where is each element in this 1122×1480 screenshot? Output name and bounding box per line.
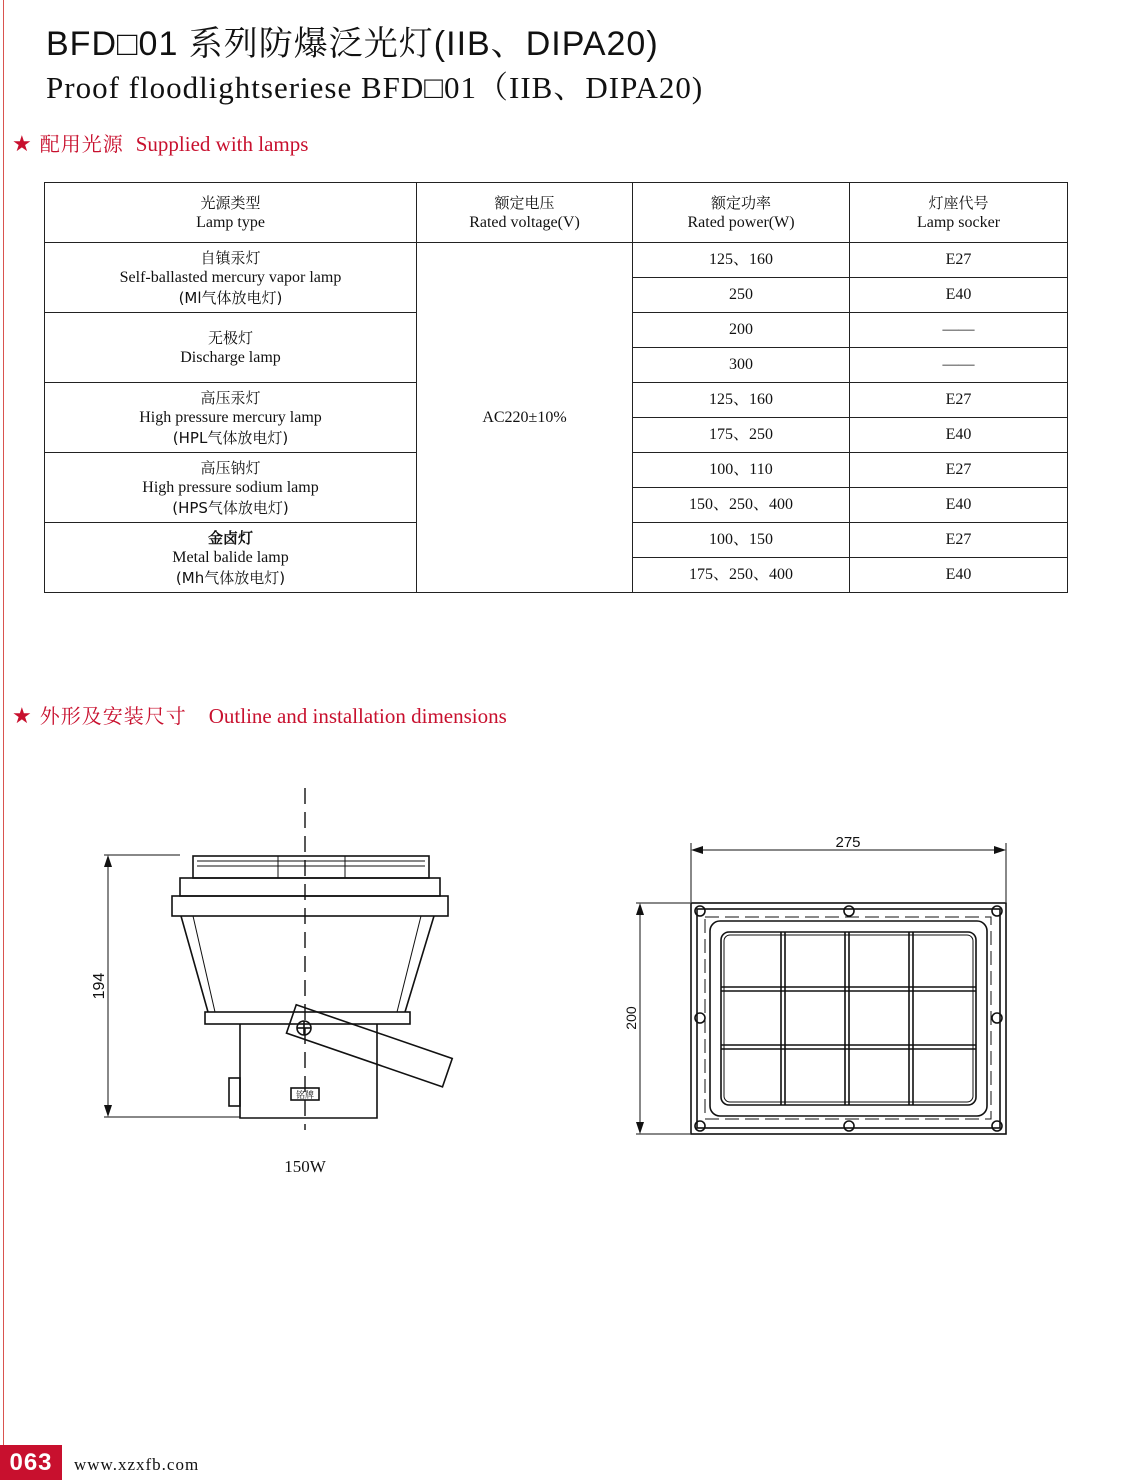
power-cell: 250: [633, 278, 850, 313]
front-view-drawing: [636, 843, 1006, 1134]
socket-cell: E40: [850, 488, 1068, 523]
column-header-voltage: 额定电压 Rated voltage(V): [417, 183, 633, 243]
section-heading-cn: 配用光源: [39, 132, 124, 156]
power-cell: 125、160: [633, 243, 850, 278]
voltage-cell: AC220±10%: [417, 243, 633, 593]
socket-cell: E27: [850, 453, 1068, 488]
power-cell: 200: [633, 313, 850, 348]
lamp-type-cell: 无极灯 Discharge lamp: [45, 313, 417, 383]
lamp-type-cell: 高压汞灯 High pressure mercury lamp (HPL气体放电灯): [45, 383, 417, 453]
column-header-lamp-type: 光源类型 Lamp type: [45, 183, 417, 243]
lamp-spec-table: [44, 182, 1068, 593]
socket-cell: E27: [850, 523, 1068, 558]
power-cell: 100、150: [633, 523, 850, 558]
page-title-english: Proof floodlightseriese BFD□01（IIB、DIPA20): [46, 70, 704, 105]
star-icon: ★: [12, 704, 32, 729]
column-header-socket: 灯座代号 Lamp socker: [850, 183, 1068, 243]
front-width-dimension: 275: [835, 834, 861, 851]
column-header-power: 额定功率 Rated power(W): [633, 183, 850, 243]
socket-cell: E27: [850, 243, 1068, 278]
socket-cell: ——: [850, 313, 1068, 348]
power-cell: 150、250、400: [633, 488, 850, 523]
socket-cell: E40: [850, 558, 1068, 593]
power-cell: 125、160: [633, 383, 850, 418]
table-header-row: [45, 183, 1068, 243]
page-number: 063: [0, 1445, 62, 1480]
section-heading-en: Supplied with lamps: [135, 132, 309, 156]
socket-cell: ——: [850, 348, 1068, 383]
lamp-type-cell: 高压钠灯 High pressure sodium lamp (HPS气体放电灯): [45, 453, 417, 523]
socket-cell: E27: [850, 383, 1068, 418]
page-title-chinese: BFD□01 系列防爆泛光灯(IIB、DIPA20): [46, 25, 659, 63]
dimension-drawings: [0, 770, 1122, 1190]
front-height-dimension: 200: [623, 1006, 639, 1030]
power-cell: 175、250、400: [633, 558, 850, 593]
side-view-drawing: [104, 788, 452, 1130]
side-view-caption: 150W: [284, 1157, 326, 1176]
power-cell: 175、250: [633, 418, 850, 453]
table-row: [45, 243, 1068, 278]
power-cell: 300: [633, 348, 850, 383]
page-margin-line: [3, 0, 4, 1480]
nameplate-label: 铭牌: [295, 1091, 315, 1101]
socket-cell: E40: [850, 418, 1068, 453]
website-link[interactable]: www.xzxfb.com: [74, 1455, 200, 1474]
socket-cell: E40: [850, 278, 1068, 313]
lamp-type-cell: 金卤灯 Metal balide lamp (Mh气体放电灯): [45, 523, 417, 593]
side-height-dimension: 194: [91, 972, 108, 1000]
power-cell: 100、110: [633, 453, 850, 488]
section-heading-en: Outline and installation dimensions: [208, 704, 507, 728]
lamp-type-cell: 自镇汞灯 Self-ballasted mercury vapor lamp (Ml气体放电灯): [45, 243, 417, 313]
section-heading-cn: 外形及安装尺寸: [39, 704, 187, 728]
section-heading-lamps: [12, 128, 308, 157]
section-heading-dimensions: [12, 700, 507, 729]
star-icon: ★: [12, 132, 32, 157]
